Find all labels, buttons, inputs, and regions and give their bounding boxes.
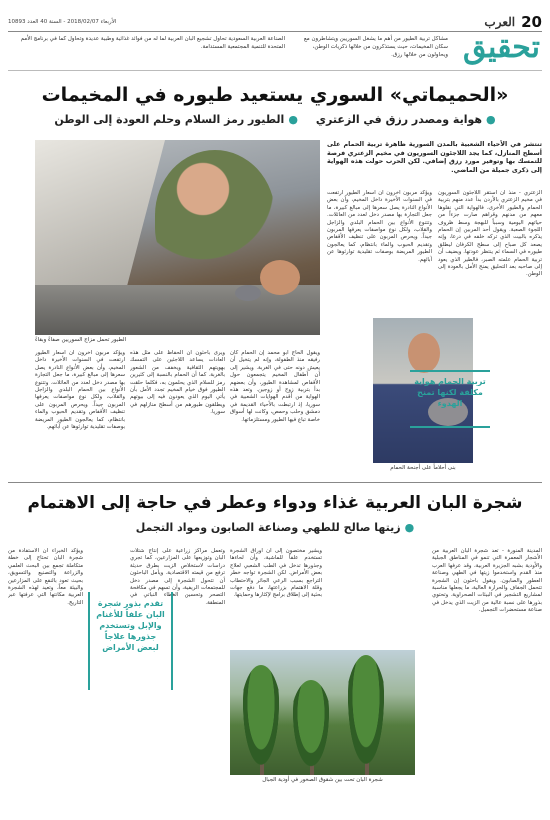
article2-column-3: وتعمل مراكز زراعية على إنتاج شتلات البان وتوزيعها على المزارعين، كما تجري دراسات لاستخلاص الزيت بطرق حديثة ترفع من قيمته الاقتصادية. ويأمل الباحثون أن تتحول الشجرة إلى مصدر دخل للمجتمعات الريفية، وأن تسهم في مكافحة التصحر وتحسين الغطاء النباتي في المنطقة.: [130, 548, 225, 606]
article1-column-5: ويؤكد مربون آخرون أن أسعار الطيور ارتفعت في السنوات الأخيرة داخل المخيم، وأن بعض الأنواع النادرة يصل سعرها إلى مبالغ كبيرة، ما جعل التجارة بها مصدر دخل لعدد من العائلات. وتتنوع الأنواع بين الحمام البلدي والزاجل والقلاب، ولكل نوع مواصفات يعرفها المربون جيداً. ويحرص المربون على تنظيف الأقفاص وتقديم الحبوب والماء بانتظام، كما يعالجون الطيور المريضة بوصفات تقليدية توارثوها عن آبائهم.: [35, 350, 125, 431]
tree-shape: [240, 665, 282, 775]
header-subrule: [8, 70, 542, 71]
article1-column-2: ويؤكد مربون آخرون أن أسعار الطيور ارتفعت في السنوات الأخيرة داخل المخيم، وأن بعض الأنواع النادرة يصل سعرها إلى مبالغ كبيرة، ما جعل التجارة بها مصدر دخل لعدد من العائلات. وتتنوع الأنواع بين الحمام البلدي والزاجل والقلاب، ولكل نوع مواصفات يعرفها المربون جيداً. ويحرص المربون على تنظيف الأقفاص وتقديم الحبوب والماء بانتظام، كما يعالجون الطيور المريضة بوصفات تقليدية توارثوها عن آبائهم.: [327, 190, 432, 263]
article1-subheads: [20, 113, 530, 126]
teaser-left: مشاكل تربية الطيور من أهم ما يشغل السوريين ويتشاطرون مع سكان المخيمات، حيث يستذكرون من خلالها ذكريات الوطن، ويحاولون من خلالها رزق.: [303, 36, 448, 58]
issue-info: الأربعاء 2018/02/07 - السنة 40 العدد 10893: [8, 19, 117, 25]
section-title: تحقيق: [463, 30, 540, 65]
article2-headline: شجرة البان العربية غذاء ودواء وعطر في حاجة إلى الاهتمام: [27, 493, 523, 513]
hand-shape: [260, 260, 300, 295]
masthead-brand-group: [484, 13, 542, 31]
man-face-shape: [408, 333, 440, 373]
pigeon-shape: [235, 285, 261, 301]
boy-figure: [155, 150, 275, 280]
article1-column-1: الزعتري - منذ أن استقر اللاجئون السوريون في مخيم الزعتري بالأردن بدأ عدد منهم بتربية الحمام والطيور الأخرى، فالهواية التي نقلوها معهم من مدنهم وقراهم صارت جزءاً من حياتهم اليومية وسبباً للبهجة وسط ظروف اللجوء الصعبة. ويقول أحد المربين إن الحمام يذكره بالبيت الذي تركه خلفه في درعا، وإنه يصعد كل صباح إلى سطح الكرفان ليطلق طيوره في السماء ثم ينتظر عودتها. ويضيف أن تربية الحمام علمته الصبر، فالطير الذي يعود إلى صاحبه بعد التحليق يمنح الأمل بالعودة إلى الوطن.: [438, 190, 542, 278]
teaser-right: الصناعة العربية السعودية تحاول تشجيع البان العربية لما له من فوائد غذائية وطبية عديدة وتحاول كما في برنامج الأمم المتحدة للتنمية المجتمعية المستدامة.: [20, 36, 285, 50]
photo3-caption: شجرة البان تحت بين شقوق الصخور في أودية الجبال: [262, 777, 383, 783]
article1-lede: تنتشر في الأحياء الشعبية بالمدن السورية ظاهرة تربية الحمام على أسطح المنازل، كما يجد اللاجئون السوريون في مخيم الزعتري فرصة للتمسك بها وتوفير مورد رزق إضافي. لكن الحرب حولت هذه الهواية إلى ذكرى جميلة من الماضي.: [327, 140, 542, 174]
bullet-icon: ●: [486, 113, 496, 126]
article-divider: [8, 482, 542, 483]
article1-column-3: ويقول الحاج أبو محمد إن الحمام كان رفيقه منذ الطفولة، وإنه لم يتخيل أن يعيش دونه حتى في الغربة. ويشير إلى أن أطفال المخيم يتجمعون حول الأقفاص لمشاهدة الطيور، وأن بعضهم بدأ بتربية زوج أو زوجين. وتعد هذه الهواية من أقدم الهوايات الشعبية في سوريا، إذ ارتبطت بالأحياء القديمة في دمشق وحلب وحمص، وكانت لها أسواق خاصة تباع فيها الطيور ومستلزماتها.: [230, 350, 320, 423]
newspaper-logo: العرب: [484, 15, 516, 29]
header-rule: [8, 31, 542, 32]
article2-column-2: ويشير مختصون إلى أن أوراق الشجرة تستخدم علفاً للماشية، وأن لحاءها وجذورها تدخل في الطب الشعبي لعلاج بعض الأمراض. لكن الشجرة تواجه خطر التراجع بسبب الرعي الجائر والاحتطاب وقلة الاهتمام بزراعتها، ما دفع جهات بحثية إلى إطلاق برامج لإكثارها وحمايتها.: [230, 548, 322, 599]
article2-subhead: ●زيتها صالح للطهي وصناعة الصابون ومواد التجمل: [135, 521, 415, 534]
tree-shape: [345, 655, 387, 775]
boy-with-pigeon-photo: [35, 140, 320, 335]
article1-subhead: ●الطيور رمز السلام وحلم العودة إلى الوطن: [54, 113, 298, 126]
tent-shape: [35, 140, 165, 290]
article2-pull-quote: تقدم بذور شجرة البان علفاً للأغنام والإبل وتستخدم جذورها علاجاً لبعض الأمراض: [88, 592, 173, 690]
ban-trees-photo: [230, 650, 415, 775]
photo1-caption: الطيور تحمل مزاج السوريين صفاءً وبقاءً: [35, 337, 127, 343]
bullet-icon: ●: [288, 113, 298, 126]
article1-headline: «الحميماتي» السوري يستعيد طيوره في المخيمات: [41, 84, 509, 106]
article1-column-4: ويرى باحثون أن الحفاظ على مثل هذه العادات يساعد اللاجئين على التمسك بهويتهم الثقافية ويخفف من الشعور بالغربة. كما أن الحمام بالنسبة إلى كثيرين رمز للسلام الذي يحلمون به، فكلما حلقت الطيور فوق خيام المخيم تجدد الأمل بأن يأتي اليوم الذي يعودون فيه إلى بيوتهم ويطلقون طيورهم من أسطح منازلهم في سوريا.: [130, 350, 225, 416]
article1-pull-quote: تربية الحمام هواية مكلفة لكنها تمنح الهدوء: [410, 370, 490, 428]
photo2-caption: بنى أحلاماً على أجنحة الحمام: [390, 465, 456, 471]
article1-subhead: ●هواية ومصدر رزق في الزعتري: [315, 113, 496, 126]
bullet-icon: ●: [404, 521, 415, 534]
tree-shape: [290, 680, 332, 775]
page-number: 20: [521, 13, 542, 31]
article2-column-4: ويؤكد الخبراء أن الاستفادة من شجرة البان تحتاج إلى خطة متكاملة تجمع بين البحث العلمي والزراعة والتصنيع والتسويق، بحيث تعود بالنفع على المزارعين والبيئة معاً، وتعيد لهذه الشجرة العربية مكانتها التي عرفتها عبر التاريخ.: [8, 548, 83, 606]
masthead: [8, 14, 542, 30]
article2-column-1: المدينة المنورة - تعد شجرة البان العربية من الأشجار المعمرة التي تنمو في المناطق الجبلية والأودية بشبه الجزيرة العربية، وقد عرفها العرب منذ القدم واستخدموا زيتها في الطهي وصناعة العطور والصابون. ويقول باحثون إن الشجرة تتحمل الجفاف والحرارة العالية، ما يجعلها مناسبة لمشاريع التشجير في البيئات الصحراوية. وتحتوي بذورها على نسبة عالية من الزيت الذي يدخل في صناعة مستحضرات التجميل.: [432, 548, 542, 614]
